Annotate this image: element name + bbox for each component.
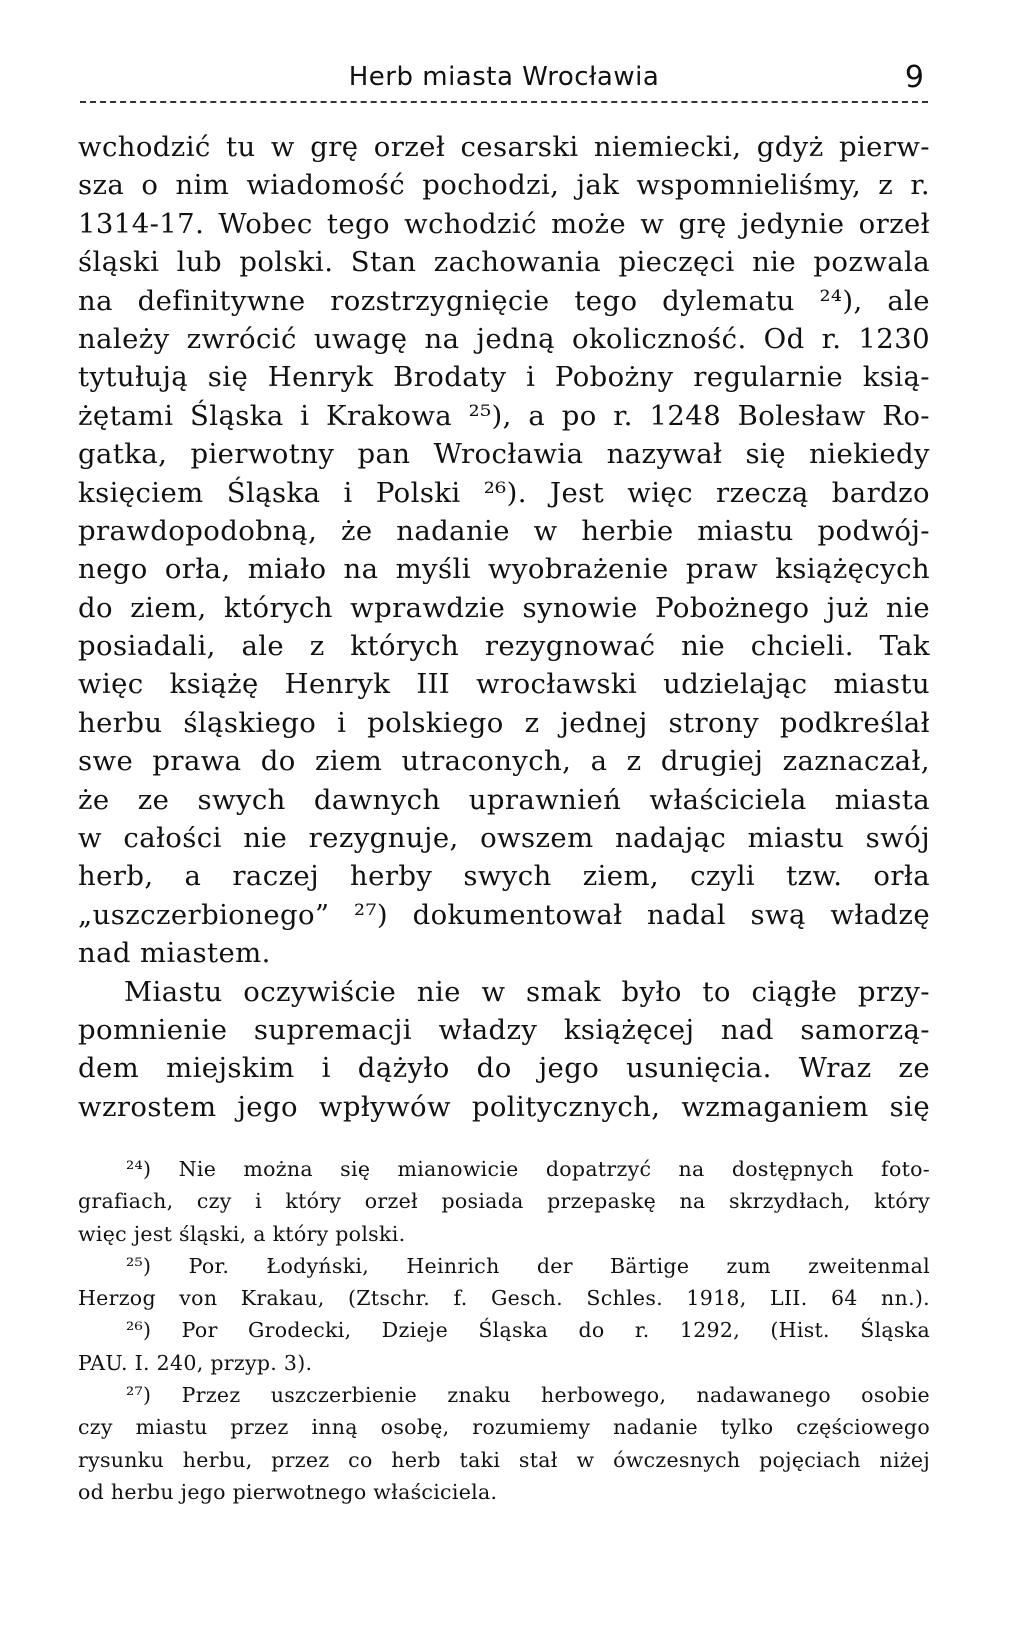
text-line: herbu śląskiego i polskiego z jednej strony podkreślał [78,706,930,739]
text-line: swe prawa do ziem utraconych, a z drugiej zaznaczał, [78,745,930,778]
footnote-line: więc jest śląski, a który polski. [78,1221,406,1246]
text-line: należy zwrócić uwagę na jedną okoliczność. Od r. 1230 [78,322,930,355]
text-line: na definitywne rozstrzygnięcie tego dylematu ²⁴), ale [78,284,930,317]
text-line: wzrostem jego wpływów politycznych, wzmaganiem się [78,1090,930,1123]
text-line: więc książę Henryk III wrocławski udzielając miastu [78,668,930,701]
body-text [78,128,930,1126]
text-line: „uszczerbionego” ²⁷) dokumentował nadal swą władzę [78,898,930,931]
text-line: do ziem, których wprawdzie synowie Pobożnego już nie [78,591,930,624]
text-line: gatka, pierwotny pan Wrocławia nazywał się niekiedy [78,438,930,471]
footnote-line: ²⁶) Por Grodecki, Dzieje Śląska do r. 1292, (Hist. Śląska [126,1318,930,1343]
footnotes [78,1153,930,1508]
footnote-line: rysunku herbu, przez co herb taki stał w ówczesnych pojęciach niżej [78,1447,930,1472]
text-line: że ze swych dawnych uprawnień właściciela miasta [78,783,930,816]
running-title: Herb miasta Wrocławia [348,62,660,92]
text-line: posiadali, ale z których rezygnować nie chcieli. Tak [78,630,930,663]
footnote-line: PAU. I. 240, przyp. 3). [78,1350,313,1375]
page-number: 9 [904,60,924,95]
footnote-line: Herzog von Krakau, (Ztschr. f. Gesch. Schles. 1918, LII. 64 nn.). [78,1286,930,1311]
text-line: żętami Śląska i Krakowa ²⁵), a po r. 1248 Bolesław Ro- [78,399,930,432]
text-line: nego orła, miało na myśli wyobrażenie praw książęcych [78,553,930,586]
text-line: w całości nie rezygnuje, owszem nadając miastu swój [78,822,930,855]
footnote-line: ²⁵) Por. Łodyński, Heinrich der Bärtige zum zweitenmal [126,1253,930,1278]
footnote-line: od herbu jego pierwotnego właściciela. [78,1479,498,1504]
footnote-line: ²⁷) Przez uszczerbienie znaku herbowego, nadawanego osobie [126,1383,930,1408]
header-rule [80,101,928,103]
footnote-line: ²⁴) Nie można się mianowicie dopatrzyć na dostępnych foto- [126,1157,930,1181]
text-line: herb, a raczej herby swych ziem, czyli tzw. orła [78,860,930,893]
text-line: wchodzić tu w grę orzeł cesarski niemiecki, gdyż pierw- [78,131,930,163]
paragraph-start-line: Miastu oczywiście nie w smak było to ciągłe przy- [124,975,930,1008]
text-line: tytułują się Henryk Brodaty i Pobożny regularnie ksią- [78,361,930,394]
footnote-line: czy miastu przez inną osobę, rozumiemy nadanie tylko częściowego [78,1415,930,1440]
text-line: pomnienie supremacji władzy książęcej nad samorzą- [78,1013,930,1046]
footnote-line: grafiach, czy i który orzeł posiada przepaskę na skrzydłach, który [78,1189,930,1214]
text-line: prawdopodobną, że nadanie w herbie miastu podwój- [78,514,930,547]
text-line: nad miastem. [78,937,271,970]
text-line: dem miejskim i dążyło do jego usunięcia. Wraz ze [78,1052,930,1085]
running-header [80,62,928,98]
text-line: sza o nim wiadomość pochodzi, jak wspomnieliśmy, z r. [78,169,930,202]
text-line: księciem Śląska i Polski ²⁶). Jest więc rzeczą bardzo [78,476,930,509]
text-line: śląski lub polski. Stan zachowania pieczęci nie pozwala [78,246,930,279]
text-line: 1314-17. Wobec tego wchodzić może w grę jedynie orzeł [78,207,930,240]
